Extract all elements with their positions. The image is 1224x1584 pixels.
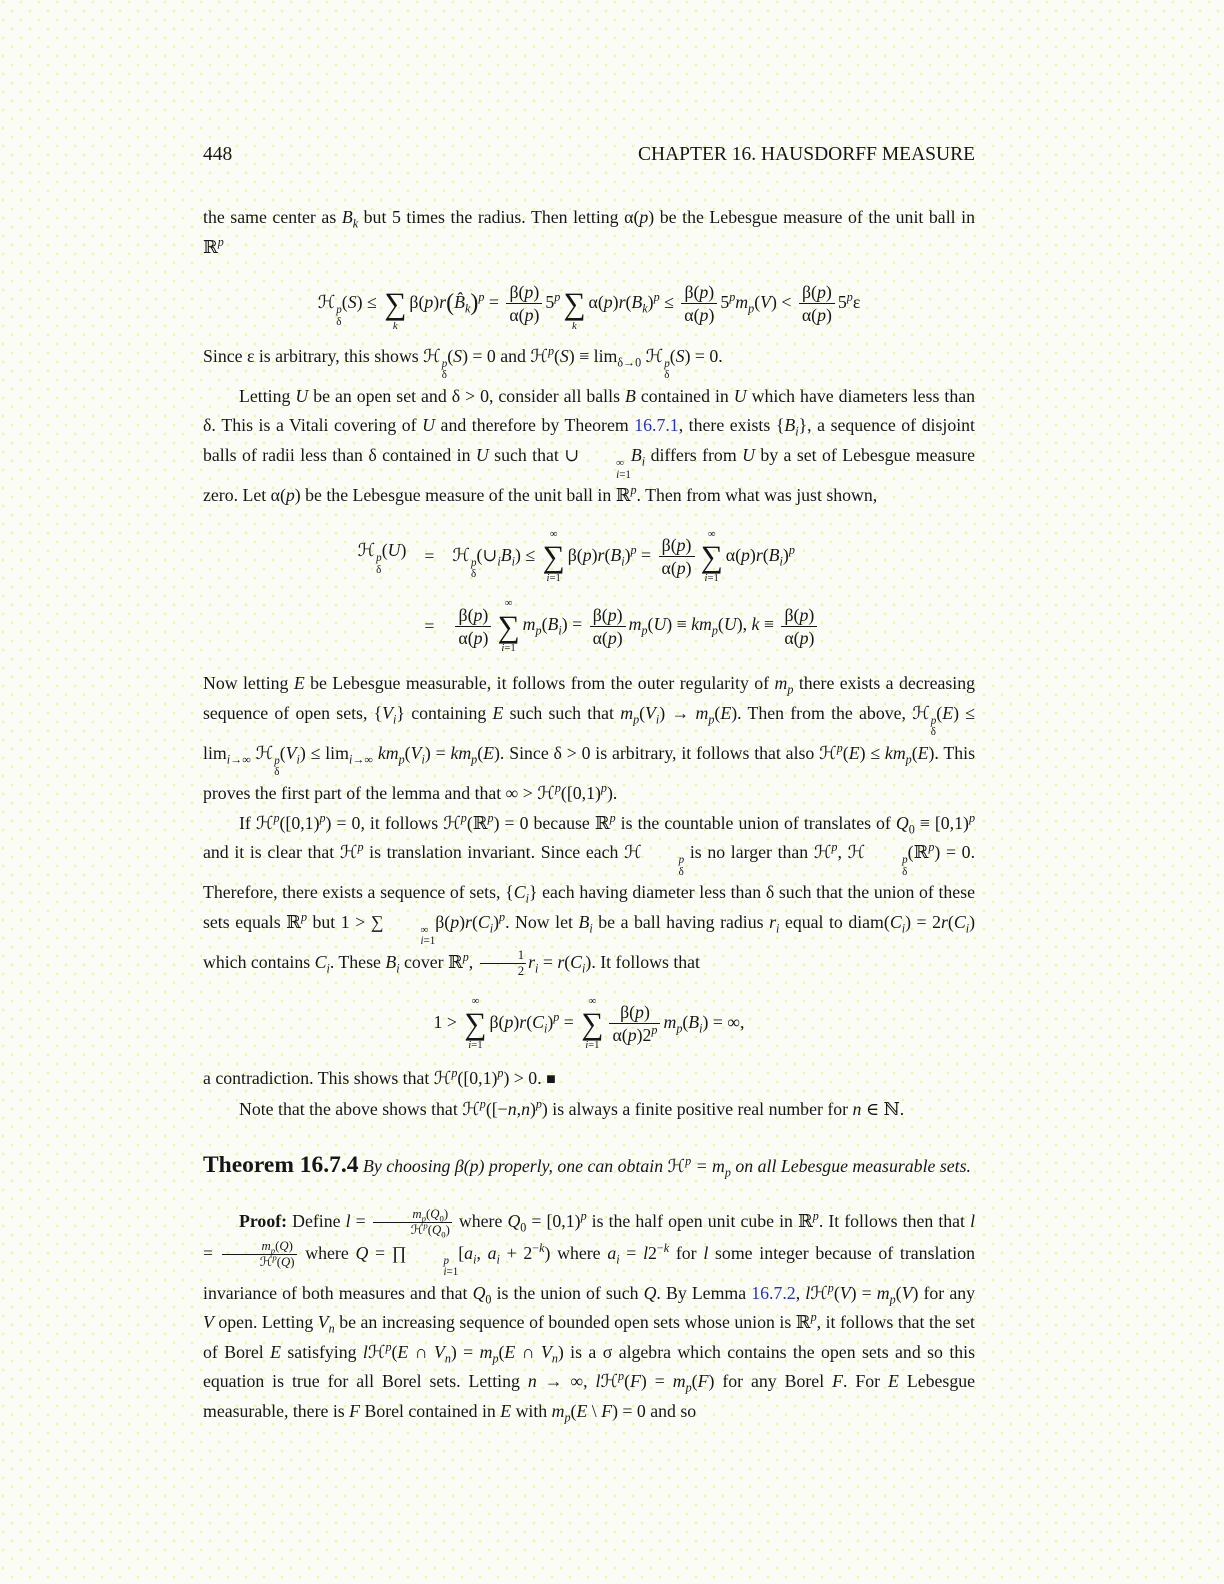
paragraph-now-letting-e: Now letting E be Lebesgue measurable, it follows from the outer regularity of $m_p$ there exists a decreasing sequence of open sets, $\{V_i\}$ containing E such such that $m_p(V_i) \to m_p(E)$. Then from the above, ℋ p δ $(E) \le \lim_{i\to\infty}$ ℋ p δ $(V_i) \le \lim_{i\to\infty} km_p(V_i) = km_p(E)$. Since δ > 0 is arbitrary, it follows that also ℋ$^p$(E) ≤ $km_p(E)$. This proves the first part of the lemma and that ∞ > $ℋ^p([0,1)^p)$. — [203, 673, 976, 804]
page-header — [203, 144, 975, 166]
equation-2-row2-relation: = — [424, 615, 435, 636]
paragraph-if-h-zero: If $ℋ^p([0,1)^p) = 0$, it follows ℋ$^p$(ℝ$^p$) = 0 because ℝ$^p$ is the countable union of translates of $Q_0 \equiv [0,1)^p$ and it is clear that ℋ$^p$ is translation invariant. Since each ℋ p δ is no larger than ℋ$^p$, ℋ p δ (ℝ$^p$) = 0. Therefore, there exists a sequence of sets, $\{C_i\}$ each having diameter less than δ such that the union of these sets equals ℝ$^p$ but 1 > ∑ ∞ i=1 $\beta(p)r(C_i)^p$. Now let $B_i$ be a ball having radius $r_i$ equal to $diam(C_i) = 2r(C_i)$ which contains $C_i$. These $B_i$ cover ℝ$^p$, $\frac{1}{2}$ $r_i = r(C_i)$. It follows that — [203, 810, 976, 979]
page-number: 448 — [203, 144, 233, 165]
paragraph-letting-u: Letting U be an open set and δ > 0, consider all balls B contained in U which have diameters less than δ. This is a Vitali covering of U and therefore by Theorem 16.7.1, there exists $\{B_i\}$, a sequence of disjoint balls of radii less than δ contained in U such that ∪ ∞ i=1 $B_i$ differs from U by a set of Lebesgue measure zero. Let α(p) be the Lebesgue measure of the unit ball in ℝ$^p$. Then from what was just shown, — [203, 385, 976, 506]
paragraph-contradiction: a contradiction. This shows that $ℋ^p([0,1)^p) > 0$. ■ — [203, 1066, 556, 1089]
equation-2-row1-relation: = — [424, 545, 435, 566]
qed-square: ■ — [546, 1071, 556, 1089]
theorem-statement: By choosing β(p) properly, one can obtain ℋ$^p$ = $m_p$ on all Lebesgue measurable sets. — [363, 1154, 971, 1180]
paragraph-note: Note that the above shows that $ℋ^p([-n,n)^p)$ is always a finite positive real number for n ∈ ℕ. — [239, 1097, 905, 1119]
equation-2-row2-rhs: $\frac{\beta(p)}{\alpha(p)}$ ∞ ∑ i=1 $m_p(B_i)$ = $\frac{\beta(p)}{\alpha(p)}$ $m_p(U) \equiv km_p(U)$, k ≡ $\frac{\beta(p)}{\alpha(p)}$ — [452, 597, 820, 655]
page-body — [203, 203, 975, 1426]
theorem-16-7-1-link[interactable]: 16.7.1 — [634, 415, 679, 436]
theorem-label: Theorem 16.7.4 — [203, 1152, 359, 1179]
theorem-16-7-4 — [203, 1151, 975, 1182]
equation-2-row1-rhs: ℋ p δ $(\cup_iB_i)$ ≤ ∞ ∑ i=1 $\beta(p)r(B_i)^p$ = $\frac{\beta(p)}{\alpha(p)}$ ∞ ∑ i=1 $\alpha(p)r(B_i)^p$ — [452, 527, 795, 585]
paragraph-since-epsilon: Since ε is arbitrary, this shows ℋ p δ (S) = 0 and ℋ$^p$(S) ≡ $\lim_{\delta\to 0}$ ℋ p δ (S) = 0. — [203, 343, 723, 382]
paragraph-intro: the same center as $B_k$ but 5 times the radius. Then letting α(p) be the Lebesgue measure of the unit ball in ℝ$^p$ — [203, 207, 975, 257]
proof-paragraph: Proof: Define l = $m_p(Q_0)$ $ℋ^p(Q_0)$ where $Q_0 = [0,1)^p$ is the half open unit cube in ℝ$^p$. It follows then that l = $m_p(Q)$ ℋ$^p$(Q) where Q = ∏ p i=1 [$a_i$, $a_i + 2^{-k}$) where $a_i = l2^{-k}$ for l some integer because of translation invariance of both measures and that $Q_0$ is the union of such Q. By Lemma 16.7.2, lℋ$^p$(V) = $m_p(V)$ for any V open. Letting $V_n$ be an increasing sequence of bounded open sets whose union is ℝ$^p$, it follows that the set of Borel E satisfying lℋ$^p$(E ∩ $V_n) = m_p(E$ ∩ $V_n$) is a σ algebra which contains the open sets and so this equation is true for all Borel sets. Letting n → ∞, lℋ$^p$(F) = $m_p(F)$ for any Borel F. For E Lebesgue measurable, there is F Borel contained in E with $m_p(E$ \ F) = 0 and so — [203, 1207, 976, 1425]
equation-1-content: ℋ p δ (S) ≤ ∑ k $\beta(p)r(B̂_k)^p$ = $\frac{\beta(p)}{\alpha(p)}$ 5$^p$ ∑ k $\alpha(p)r(B_k)^p$ ≤ $\frac{\beta(p)}{\alpha(p)}$ $5^pm_p(V)$ < $\frac{\beta(p)}{\alpha(p)}$ 5$^p$ε — [317, 282, 861, 332]
chapter-title: CHAPTER 16. HAUSDORFF MEASURE — [638, 144, 975, 165]
equation-3-content: 1 > ∞ ∑ i=1 $\beta(p)r(C_i)^p$ = ∞ ∑ i=1 $\frac{\beta(p)}{\alpha(p)2^p}$ $m_p(B_i)$ = ∞, — [433, 994, 745, 1052]
display-equation-1 — [203, 275, 975, 333]
display-equation-3 — [203, 995, 975, 1053]
display-equation-2 — [203, 528, 975, 656]
equation-2-row1-lhs: ℋ p δ (U) — [357, 540, 407, 576]
lemma-16-7-2-link[interactable]: 16.7.2 — [751, 1282, 796, 1303]
